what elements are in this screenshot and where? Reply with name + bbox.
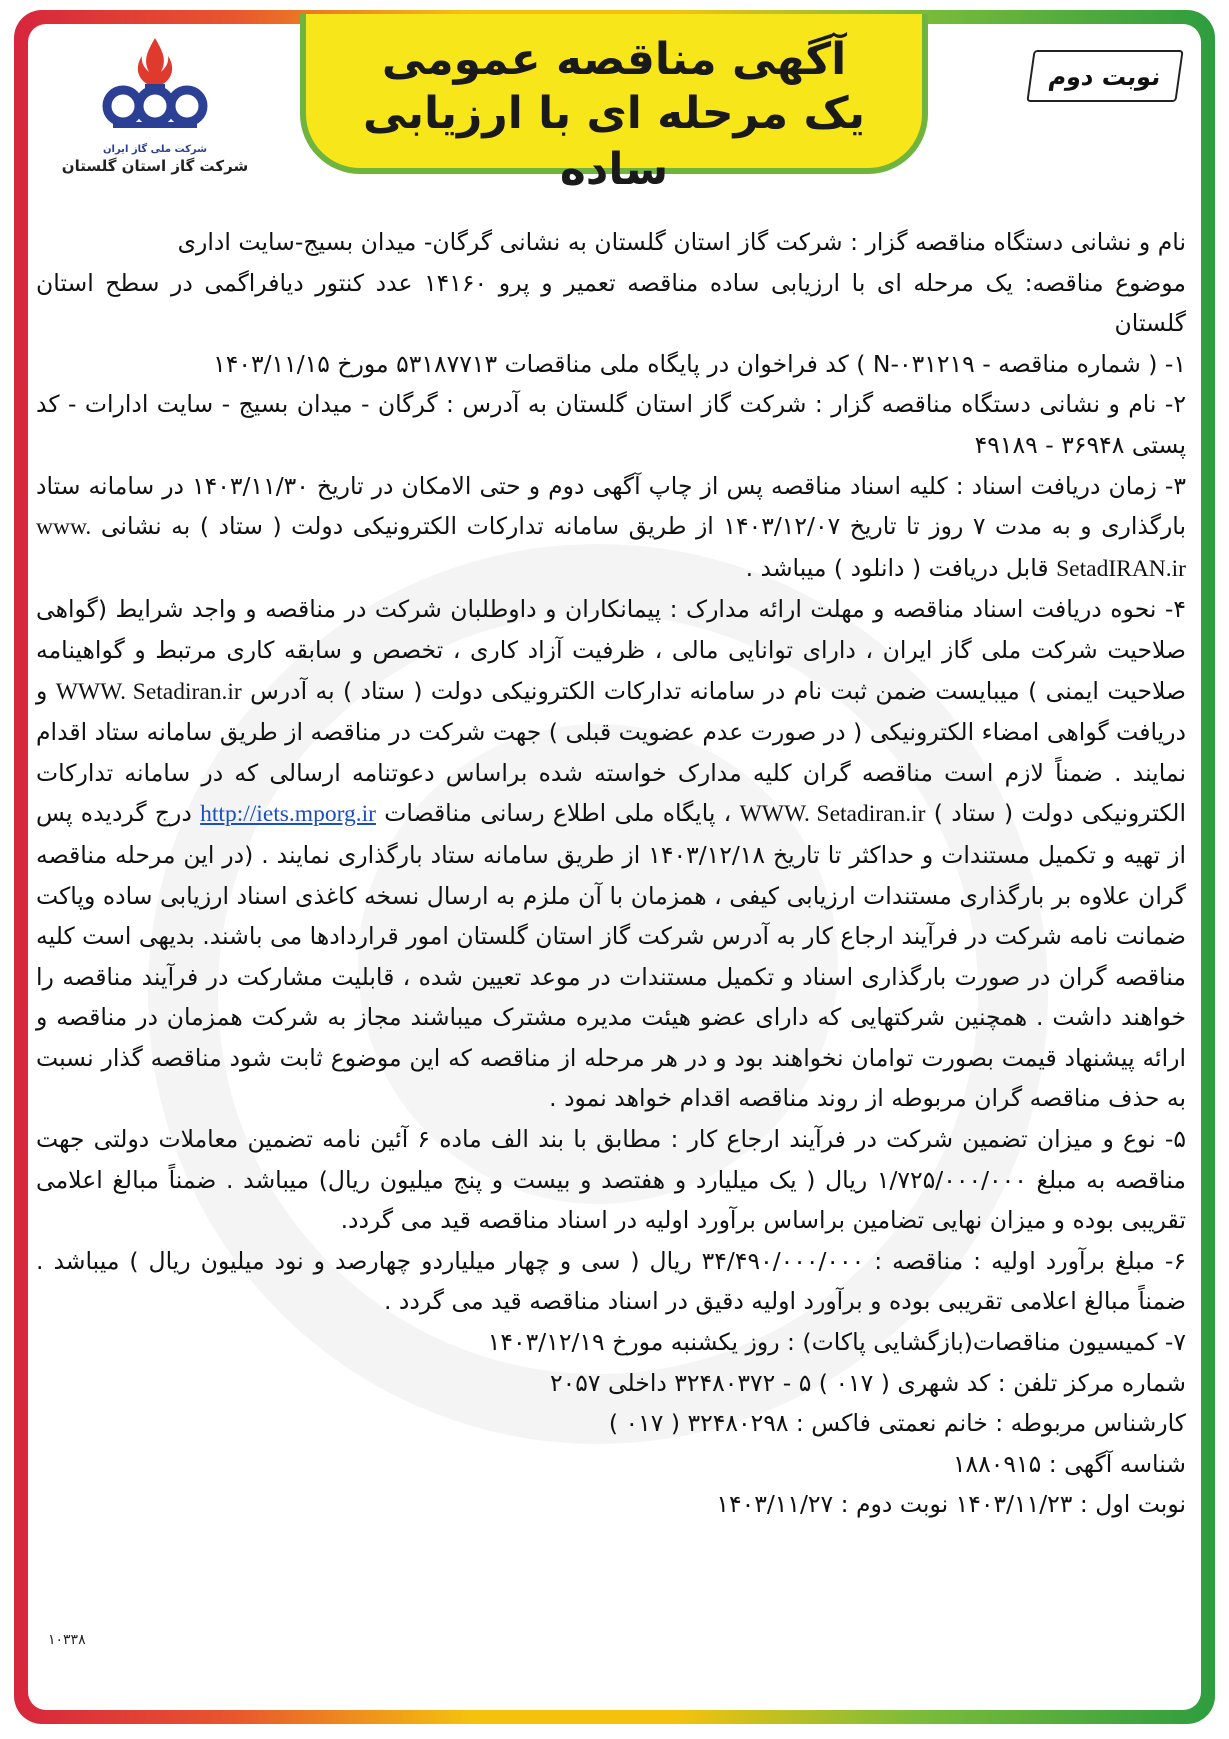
item-3-text-b: قابل دریافت ( دانلود ) میباشد . (745, 553, 1049, 582)
item-4-text-c: ، پایگاه ملی اطلاع رسانی مناقصات (384, 799, 732, 828)
item-6: ۶- مبلغ برآورد اولیه : مناقصه : ۳۴/۴۹۰/۰۰۰/۰۰۰ ریال ( سی و چهار میلیاردو چهارصد و نود میلیون ریال ) میباشد . ضمناً مبالغ اعلامی تقریبی بوده و برآورد اولیه دقیق در اسناد مناقصه قید می گردد . (36, 1246, 1187, 1316)
item-1: ۱- ( شماره مناقصه - ۰۳۱۲۱۹-N ) کد فراخوان در پایگاه ملی مناقصات ۵۳۱۸۷۷۱۳ مورخ ۱۴۰۳/۱۱/۱۵ (213, 349, 1186, 378)
phone-info: شماره مرکز تلفن : کد شهری ( ۰۱۷ ) ۵ - ۳۲۴۸۰۳۷۲ داخلی ۲۰۵۷ (549, 1368, 1186, 1397)
item-7: ۷- کمیسیون مناقصات(بازگشایی پاکات) : روز یکشنبه مورخ ۱۴۰۳/۱۲/۱۹ (487, 1328, 1186, 1357)
gas-flame-logo-icon (95, 34, 215, 144)
company-logo (60, 34, 250, 184)
item-3 (36, 466, 1186, 590)
item-4-text-b: و دریافت گواهی امضاء الکترونیکی ( در صورت عدم عضویت قبلی ) جهت شرکت در مناقصه از طریق سامانه ستاد اقدام نمایند . ضمناً لازم است مناقصه گران کلیه مدارک خواسته شده براساس دعوتنامه ارسالی که در سامانه تدارکات الکترونیکی دولت ( ستاد ) (36, 676, 1186, 828)
title-banner (300, 14, 928, 195)
ad-code: ۱۰۳۳۸ (48, 1632, 86, 1648)
tender-body (36, 222, 1186, 1525)
title-line-2: یک مرحله ای با ارزیابی ساده (362, 88, 866, 195)
setad-url-2[interactable]: WWW. Setadiran.ir (55, 678, 242, 705)
logo-small-text: شرکت ملی گاز ایران (103, 144, 207, 155)
iets-link[interactable]: http://iets.mporg.ir (200, 801, 376, 828)
tender-subject: موضوع مناقصه: یک مرحله ای با ارزیابی ساده مناقصه تعمیر و پرو ۱۴۱۶۰ عدد کنتور دیافراگمی در سطح استان گلستان (36, 268, 1186, 338)
round-badge: نوبت دوم (1026, 50, 1183, 102)
publish-dates: نوبت اول : ۱۴۰۳/۱۱/۲۳ نوبت دوم : ۱۴۰۳/۱۱/۲۷ (716, 1490, 1186, 1519)
item-3-text-a: ۳- زمان دریافت اسناد : کلیه اسناد مناقصه پس از چاپ آگهی دوم و حتی الامکان در تاریخ ۱۴۰۳/۱۱/۳۰ در سامانه ستاد بارگذاری و به مدت ۷ روز تا تاریخ ۱۴۰۳/۱۲/۰۷ از طریق سامانه تدارکات الکترونیکی دولت ( ستاد ) به نشانی (36, 471, 1186, 541)
setad-url[interactable]: www. SetadIRAN.ir (36, 514, 1186, 582)
item-2: ۲- نام و نشانی دستگاه مناقصه گزار : شرکت گاز استان گلستان به آدرس : گرگان - میدان بسیج - سایت ادارات - کد پستی ۳۶۹۴۸ - ۴۹۱۸۹ (36, 390, 1186, 459)
item-4 (36, 589, 1186, 1119)
logo-caption: شرکت گاز استان گلستان (61, 157, 249, 175)
expert-info: کارشناس مربوطه : خانم نعمتی فاکس : ۳۲۴۸۰۲۹۸ ( ۰۱۷ ) (608, 1409, 1186, 1438)
intro-organization: نام و نشانی دستگاه مناقصه گزار : شرکت گاز استان گلستان به نشانی گرگان- میدان بسیج-سایت اداری (177, 228, 1186, 256)
ad-id: شناسه آگهی : ۱۸۸۰۹۱۵ (952, 1449, 1186, 1478)
item-5: ۵- نوع و میزان تضمین شرکت در فرآیند ارجاع کار : مطابق با بند الف ماده ۶ آئین نامه تضمین معاملات دولتی جهت مناقصه به مبلغ ۱/۷۲۵/۰۰۰/۰۰۰ ریال ( یک میلیارد و هفتصد و بیست و پنج میلیون ریال) میباشد . ضمناً مبالغ اعلامی تقریبی بوده و میزان نهایی تضامین براساس برآورد اولیه در اسناد مناقصه قید می گردد. (36, 1125, 1186, 1235)
item-4-text-a: ۴- نحوه دریافت اسناد مناقصه و مهلت ارائه مدارک : پیمانکاران و داوطلبان شرکت در مناقصه و واجد شرایط (گواهی صلاحیت شرکت ملی گاز ایران ، دارای توانایی مالی ، ظرفیت آزاد کاری ، تخصص و سابقه کاری مرتبط و گواهینامه صلاحیت ایمنی ) میبایست ضمن ثبت نام در سامانه تدارکات الکترونیکی دولت ( ستاد ) به آدرس (36, 595, 1186, 705)
item-4-text-d: درج گردیده پس از تهیه و تکمیل مستندات و حداکثر تا تاریخ ۱۴۰۳/۱۲/۱۸ از طریق سامانه ستاد بارگذاری نمایند . (در این مرحله مناقصه گران علاوه بر بارگذاری مستندات ارزیابی کیفی ، همزمان با آن ملزم به ارسال نسخه کاغذی اسناد ارزیابی ساده وپاکت ضمانت نامه شرکت در فرآیند ارجاع کار به آدرس شرکت گاز استان گلستان امور قراردادها می باشند. بدیهی است کلیه مناقصه گران در صورت بارگذاری اسناد و تکمیل مستندات در موعد تعیین شده ، قابلیت مشارکت در فرآیند مناقصه را خواهند داشت . همچنین شرکتهایی که دارای عضو هیئت مدیره مشترک میباشند مجاز به شرکت همزمان در مناقصه و ارائه پیشنهاد قیمت بصورت توامان نخواهند بود و در هر مرحله از مناقصه که این موضوع ثابت شود مناقصه گذار نسبت به حذف مناقصه گران مربوطه از روند مناقصه اقدام خواهد نمود . (36, 799, 1186, 1113)
setad-url-3[interactable]: WWW. Setadiran.ir (739, 801, 926, 828)
title-line-1: آگهی مناقصه عمومی (381, 34, 847, 85)
